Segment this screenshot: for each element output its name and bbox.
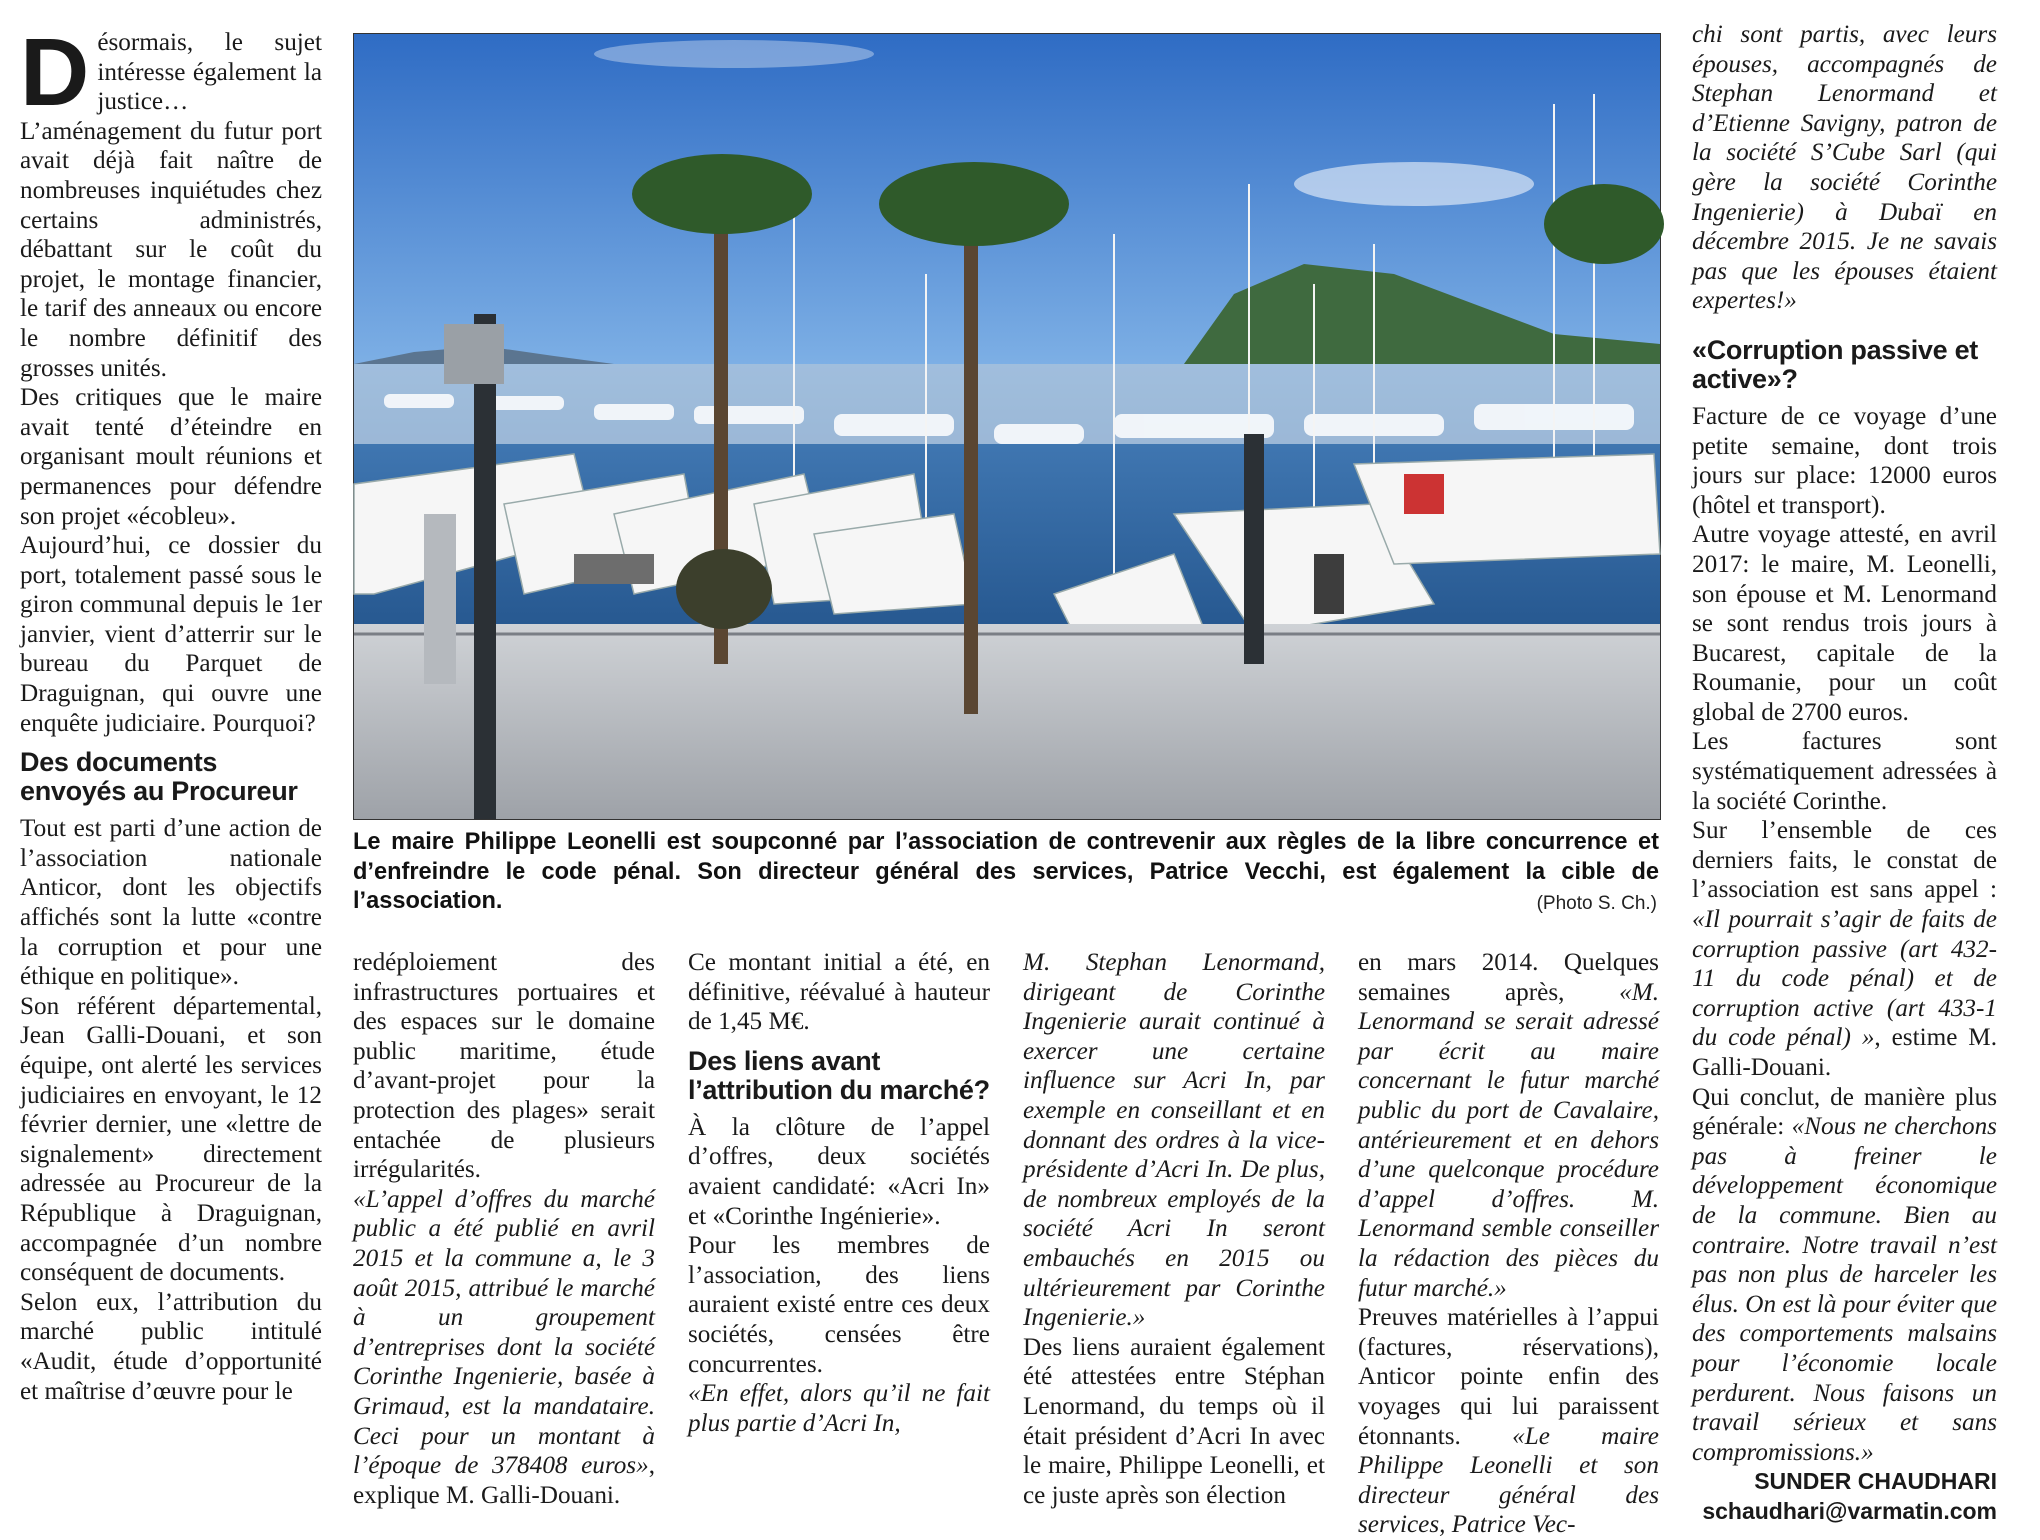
drop-cap: D: [20, 19, 90, 126]
paragraph: Son référent départemental, Jean Galli-Douani, et son équipe, ont alerté les services judiciaires en envoyant, le 12 février dernier, une «lettre de signalement» directement adressée au Procureur de la République à Draguignan, accompagnée d’un nombre conséquent de documents.: [20, 992, 322, 1287]
quote-paragraph: «En effet, alors qu’il ne fait plus partie d’Acri In,: [688, 1380, 990, 1437]
quote-text: «M. Lenormand se serait adressé par écrit au maire concernant le futur marché public du port de Cavalaire, antérieurement et en dehors d’une quelconque procédure d’appel d’offres. M. Lenormand semble conseiller la rédaction des pièces du futur marché.»: [1358, 978, 1659, 1302]
paragraph: [1692, 816, 1997, 1082]
photo-caption: Le maire Philippe Leonelli est soupconné par l’association de contrevenir aux règles de la libre concurrence et d’enfreindre le code pénal. Son directeur général des services, Patrice Vecchi, est également la cible de l’association.: [353, 829, 1659, 914]
paragraph: Facture de ce voyage d’une petite semaine, dont trois jours sur place: 12000 euros (hôtel et transport).: [1692, 402, 1997, 519]
paragraph: [1358, 1303, 1659, 1540]
paragraph-text: Qui conclut, de manière plus générale:: [1692, 1083, 1997, 1141]
quote-paragraph: [353, 1185, 655, 1511]
section-heading: Des documents envoyés au Procureur: [20, 747, 298, 807]
paragraph: Ce montant initial a été, en définitive, réévalué à hauteur de 1,45 M€.: [688, 949, 990, 1036]
paragraph: À la clôture de l’appel d’offres, deux sociétés avaient candidaté: «Acri In» et «Corinthe Ingénierie».: [688, 1113, 990, 1230]
paragraph: Tout est parti d’une action de l’association nationale Anticor, dont les objectifs affichés sont la lutte «contre la corruption et pour une éthique en politique».: [20, 815, 322, 991]
paragraph: redéploiement des infrastructures portuaires et des espaces sur le domaine public maritime, étude d’avant-projet pour la protection des plages» serait entachée de plusieurs irrégularités.: [353, 949, 655, 1184]
cropped-headline-strip: [0, 0, 2040, 12]
column-2: [353, 948, 655, 1509]
column-4: [1023, 948, 1325, 1509]
quote-text: «Le maire Philippe Leonelli et son directeur général des services, Patrice Vec-: [1358, 1422, 1659, 1539]
quote-paragraph: M. Stephan Lenormand, dirigeant de Corinthe Ingenierie aurait continué à exercer une certaine influence sur Acri In, par exemple en conseillant et en donnant des ordres à la vice-présidente d’Acri In. De plus, de nombreux employés de la société Acri In seront embauchés en 2015 ou ultérieurement par Corinthe Ingenierie.»: [1023, 949, 1325, 1332]
column-5: [1358, 948, 1659, 1539]
column-1: [20, 19, 322, 1478]
paragraph: Les factures sont systématiquement adressées à la société Corinthe.: [1692, 728, 1997, 815]
quote-attribution: , explique M. Galli-Douani.: [353, 1452, 655, 1509]
paragraph: Aujourd’hui, ce dossier du port, totalement passé sous le giron communal depuis le 1er janvier, vient d’atterrir sur le bureau du Parquet de Draguignan, qui ouvre une enquête judiciaire. Pourquoi?: [20, 532, 322, 737]
paragraph: [1358, 948, 1659, 1303]
intro-paragraph: [20, 19, 322, 383]
paragraph: Selon eux, l’attribution du marché public intitulé «Audit, étude d’opportunité et maîtrise d’œuvre pour le: [20, 1288, 322, 1405]
quote-attribution: , estime M. Galli-Douani.: [1692, 1024, 1997, 1081]
author-byline: SUNDER CHAUDHARI: [1754, 1468, 1997, 1495]
quote-text: «Nous ne cherchons pas à freiner le développement économique de la commune. Bien au contraire. Notre travail n’est pas non plus de harceler les élus. On est là pour éviter que des comportements malsains pour l’économie locale perdurent. Nous faisons un travail sérieux et sans compromissions.»: [1692, 1113, 1997, 1466]
harbor-photo: [353, 33, 1661, 820]
column-6: [1692, 20, 1997, 1525]
paragraph-text: Preuves matérielles à l’appui (factures, réservations), Anticor pointe enfin des voyages qui lui paraissent étonnants.: [1358, 1304, 1659, 1450]
quote-paragraph: chi sont partis, avec leurs épouses, accompagnés de Stephan Lenormand et d’Etienne Savigny, patron de la société S’Cube Sarl (qui gère la société Corinthe Ingenierie) à Dubaï en décembre 2015. Je ne savais pas que les épouses étaient expertes!»: [1692, 21, 1997, 315]
quote-text: «L’appel d’offres du marché public a été publié en avril 2015 et la commune a, le 3 août 2015, attribué le marché à un groupement d’entreprises dont la société Corinthe Ingenierie, basée à Grimaud, est la mandataire. Ceci pour un montant à l’époque de 378408 euros»: [353, 1185, 655, 1480]
section-heading: Des liens avant l’attribution du marché?: [688, 1045, 990, 1105]
paragraph: Des liens auraient également été attestées entre Stéphan Lenormand, du temps où il était président d’Acri In avec le maire, Philippe Leonelli, et ce juste après son élection: [1023, 1333, 1325, 1509]
paragraph: Pour les membres de l’association, des liens auraient existé entre ces deux sociétés, censées être concurrentes.: [688, 1232, 990, 1378]
author-email[interactable]: schaudhari@varmatin.com: [1702, 1498, 1997, 1525]
intro-text: ésormais, le sujet intéresse également la justice… L’aménagement du futur port avait déjà fait naître de nombreuses inquiétudes chez certains administrés, débattant sur le coût du projet, le montage financier, le tarif des anneaux ou encore le nombre définitif des grosses unités.: [20, 29, 322, 382]
paragraph: [1692, 1083, 1997, 1468]
photo-credit: (Photo S. Ch.): [1536, 893, 1657, 914]
paragraph-text: Sur l’ensemble de ces derniers faits, le constat de l’association est sans appel :: [1692, 817, 1997, 904]
paragraph: Autre voyage attesté, en avril 2017: le maire, M. Leonelli, son épouse et M. Lenormand se sont rendus trois jours à Bucarest, capitale de la Roumanie, pour un coût global de 2700 euros.: [1692, 521, 1997, 726]
quote-text: «Il pourrait s’agir de faits de corruption passive (art 432-11 du code pénal) et de corruption active (art 433-1 du code pénal) »: [1692, 906, 1997, 1052]
paragraph-text: en mars 2014. Quelques semaines après,: [1358, 949, 1659, 1006]
section-heading: «Corruption passive et active»?: [1692, 334, 1978, 394]
harbor-photo-image: [354, 34, 1660, 819]
column-3: [688, 948, 990, 1478]
paragraph: Des critiques que le maire avait tenté d’éteindre en organisant moult réunions et permanences pour défendre son projet «écobleu».: [20, 384, 322, 530]
